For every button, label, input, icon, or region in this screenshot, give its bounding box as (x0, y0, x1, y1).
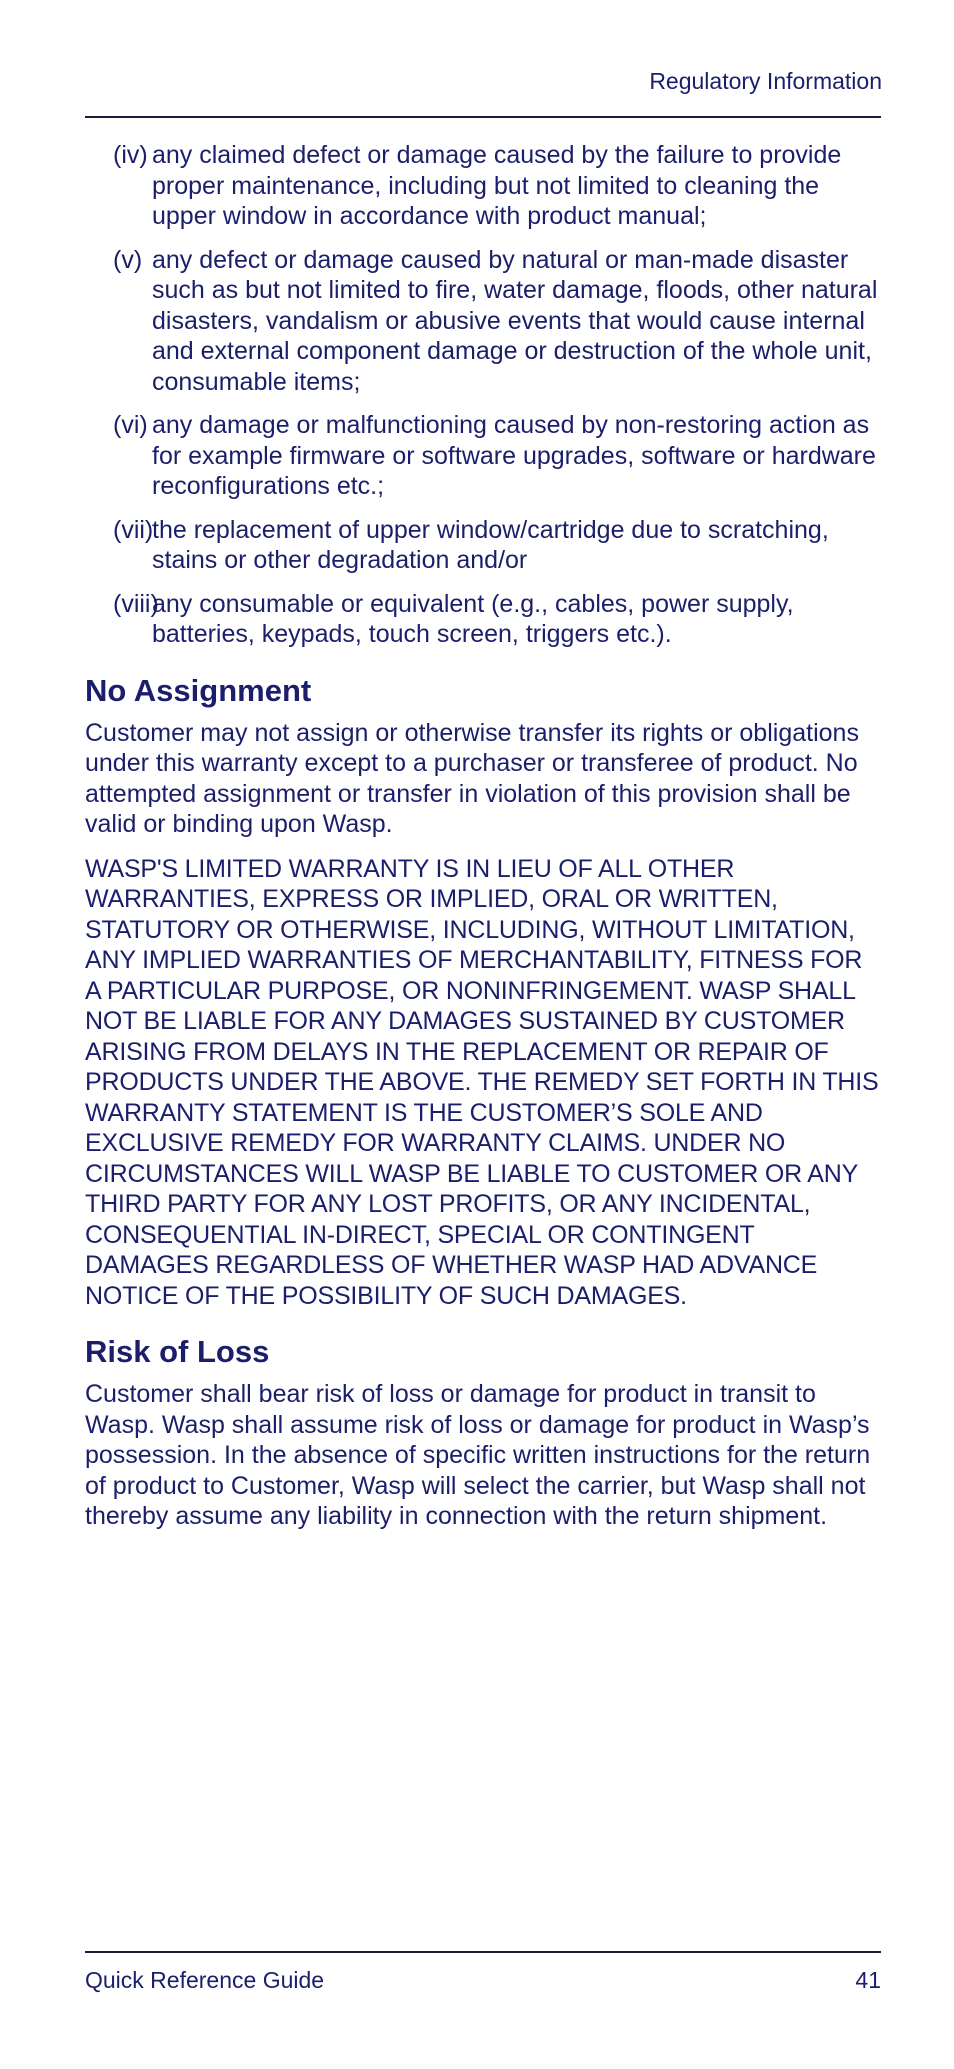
list-item-text: any consumable or equivalent (e.g., cables, power supply, batteries, keypads, touch screen, triggers etc.). (152, 589, 794, 648)
footer-divider (85, 1951, 881, 1953)
list-item-number: (v) (113, 245, 143, 274)
list-item (85, 140, 881, 232)
running-header: Regulatory Information (649, 68, 882, 94)
page-number: 41 (855, 1967, 881, 1993)
list-item-number: (viii) (113, 589, 159, 618)
warranty-disclaimer-paragraph: WASP'S LIMITED WARRANTY IS IN LIEU OF ALL OTHER WARRANTIES, EXPRESS OR IMPLIED, ORAL OR WRITTEN, STATUTORY OR OTHERWISE, INCLUDING, WITHOUT LIMITATION, ANY IMPLIED WARRANTIES OF MERCHANTABILITY, FITNESS FOR A PARTICULAR PURPOSE, OR NONINFRINGEMENT. WASP SHALL NOT BE LIABLE FOR ANY DAMAGES SUSTAINED BY CUSTOMER ARISING FROM DELAYS IN THE REPLACEMENT OR REPAIR OF PRODUCTS UNDER THE ABOVE. THE REMEDY SET FORTH IN THIS WARRANTY STATEMENT IS THE CUSTOMER’S SOLE AND EXCLUSIVE REMEDY FOR WARRANTY CLAIMS. UNDER NO CIRCUMSTANCES WILL WASP BE LIABLE TO CUSTOMER OR ANY THIRD PARTY FOR ANY LOST PROFITS, OR ANY INCIDENTAL, CONSEQUENTIAL IN-DIRECT, SPECIAL OR CONTINGENT DAMAGES REGARDLESS OF WHETHER WASP HAD ADVANCE NOTICE OF THE POSSIBILITY OF SUCH DAMAGES. (85, 854, 879, 1310)
list-item-text: the replacement of upper window/cartridge due to scratching, stains or other degradation and/or (152, 515, 829, 574)
list-item (85, 589, 881, 650)
list-item-text: any defect or damage caused by natural or man-made disaster such as but not limited to fire, water damage, floods, other natural disasters, vandalism or abusive events that would cause internal and external component damage or destruction of the whole unit, consumable items; (152, 245, 878, 396)
no-assignment-paragraph: Customer may not assign or otherwise transfer its rights or obligations under this warranty except to a purchaser or transferee of product. No attempted assignment or transfer in violation of this provision shall be valid or binding upon Wasp. (85, 718, 859, 838)
exclusions-list (85, 140, 881, 650)
list-item-text: any claimed defect or damage caused by the failure to provide proper maintenance, including but not limited to cleaning the upper window in accordance with product manual; (152, 141, 842, 230)
page-content (85, 140, 881, 1546)
list-item-number: (vii) (113, 515, 154, 544)
list-item (85, 245, 881, 398)
header-divider (85, 116, 881, 118)
no-assignment-heading: No Assignment (85, 672, 312, 708)
list-item (85, 515, 881, 576)
risk-of-loss-heading: Risk of Loss (85, 1334, 270, 1369)
list-item-number: (vi) (113, 411, 148, 439)
list-item-text: any damage or malfunctioning caused by non-restoring action as for example firmware or software upgrades, software or hardware reconfigurations etc.; (152, 411, 876, 500)
risk-of-loss-paragraph: Customer shall bear risk of loss or damage for product in transit to Wasp. Wasp shall assume risk of loss or damage for product in Wasp’s possession. In the absence of specific written instructions for the return of product to Customer, Wasp will select the carrier, but Wasp shall not thereby assume any liability in connection with the return shipment. (85, 1380, 871, 1530)
list-item (85, 410, 881, 502)
list-item-number: (iv) (113, 141, 148, 169)
footer-guide-title: Quick Reference Guide (85, 1967, 325, 1993)
